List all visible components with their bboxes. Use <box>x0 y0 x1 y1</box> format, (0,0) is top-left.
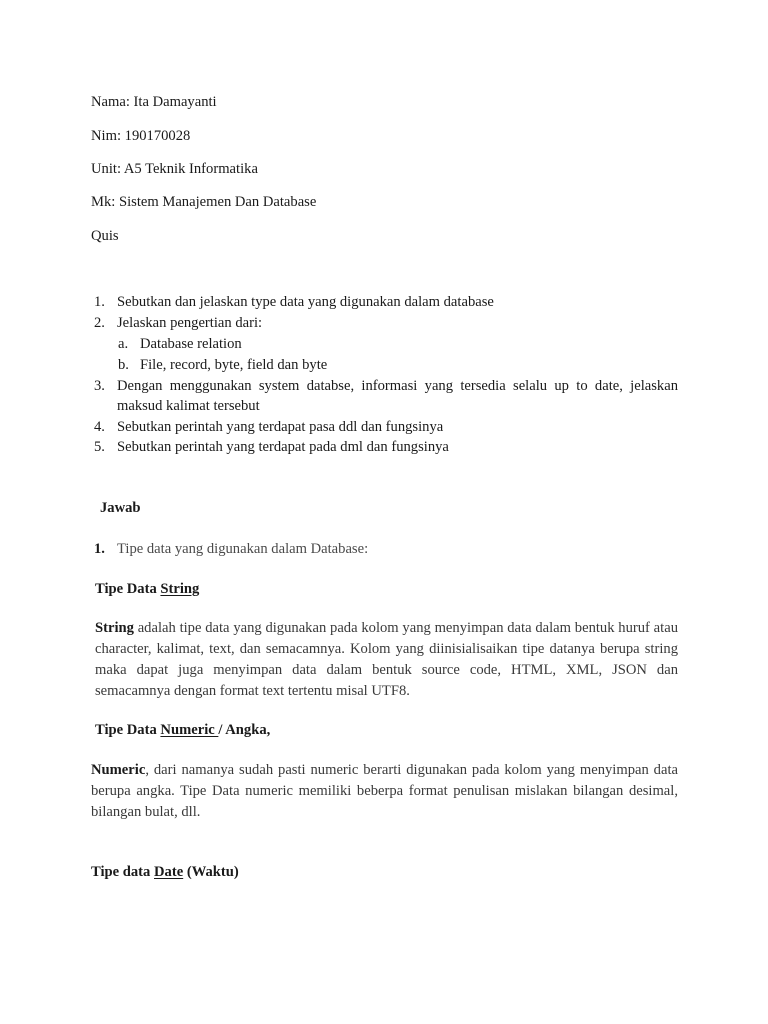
heading-suffix: / Angka, <box>218 722 271 738</box>
numeric-paragraph <box>91 760 678 823</box>
question-number: 4. <box>94 419 105 435</box>
question-number: 2. <box>94 315 105 331</box>
answer-one <box>94 540 368 558</box>
heading-prefix: Tipe Data <box>95 722 161 738</box>
sub-question-text: File, record, byte, field dan byte <box>140 357 328 373</box>
heading-term: Numeric <box>160 722 219 738</box>
quiz-label: Quis <box>91 228 119 244</box>
heading-prefix: Tipe Data <box>95 581 161 597</box>
answer-heading: Jawab <box>100 500 141 516</box>
paragraph-body: adalah tipe data yang digunakan pada kolom yang menyimpan data dalam bentuk huruf atau character, kalimat, text, dan semacamnya. Kolom yang diinisialisaikan tipe datanya berupa string maka dapat juga menyimpan data dalam bentuk source code, HTML, XML, JSON dan semacamnya dengan format text tertentu misal UTF8. <box>95 620 678 699</box>
numeric-section-heading <box>95 721 270 739</box>
course-name: Mk: Sistem Manajemen Dan Database <box>91 194 317 210</box>
sub-question-letter: a. <box>118 336 129 352</box>
heading-suffix: (Waktu) <box>183 864 239 880</box>
sub-question-letter: b. <box>118 357 129 373</box>
question-text: Sebutkan perintah yang terdapat pada dml dan fungsinya <box>117 439 449 455</box>
paragraph-body: , dari namanya sudah pasti numeric berarti digunakan pada kolom yang menyimpan data berupa angka. Tipe Data numeric memiliki beberpa format penulisan mislakan bilangan desimal, bilangan bulat, dll. <box>91 762 678 820</box>
question-text-line1: Dengan menggunakan system databse, informasi yang tersedia selalu up to date, jelaskan <box>117 378 678 394</box>
question-text-line2: maksud kalimat tersebut <box>117 398 260 414</box>
answer-number: 1. <box>94 541 105 557</box>
string-paragraph <box>95 618 678 702</box>
paragraph-lead: String <box>95 620 134 636</box>
string-section-heading <box>95 580 199 598</box>
student-name: Nama: Ita Damayanti <box>91 94 217 110</box>
question-number: 1. <box>94 294 105 310</box>
sub-question-text: Database relation <box>140 336 242 352</box>
question-number: 3. <box>94 378 105 394</box>
question-text: Jelaskan pengertian dari: <box>117 315 263 331</box>
student-nim: Nim: 190170028 <box>91 128 191 144</box>
question-text: Sebutkan perintah yang terdapat pasa ddl dan fungsinya <box>117 419 444 435</box>
question-number: 5. <box>94 439 105 455</box>
heading-prefix: Tipe data <box>91 864 154 880</box>
date-section-heading <box>91 863 239 881</box>
heading-term: Date <box>154 864 184 880</box>
question-text: Sebutkan dan jelaskan type data yang digunakan dalam database <box>117 294 494 310</box>
answer-text: Tipe data yang digunakan dalam Database: <box>117 541 369 557</box>
heading-term: String <box>160 581 200 597</box>
paragraph-lead: Numeric <box>91 762 146 778</box>
student-unit: Unit: A5 Teknik Informatika <box>91 161 258 177</box>
